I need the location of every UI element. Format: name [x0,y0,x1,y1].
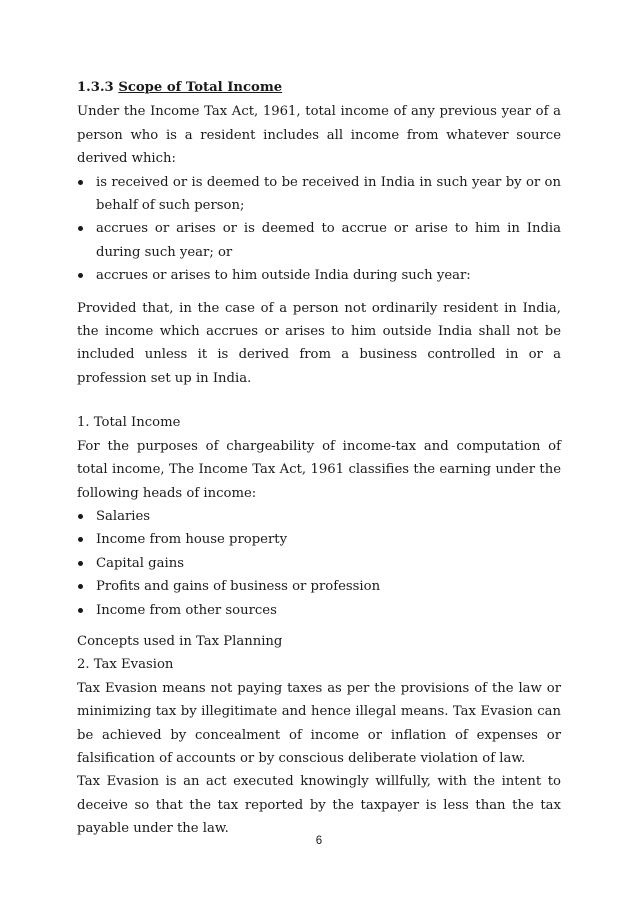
section-heading [77,76,561,99]
list-item: Income from house property [96,532,288,548]
scope-list [77,171,561,288]
scope-proviso: Provided that, in the case of a person not ordinarily resident in India, the income which accrues or arises to him outside India shall not be included unless it is derived from a business controlled in or a profession set up in India. [77,300,561,386]
scope-intro: Under the Income Tax Act, 1961, total income of any previous year of a person who is a resident includes all income from whatever source derived which: [77,104,561,167]
concepts-heading: Concepts used in Tax Planning [77,633,283,649]
tax-evasion-heading: 2. Tax Evasion [77,657,174,673]
list-item: accrues or arises or is deemed to accrue or arise to him in India during such year; or [96,221,561,260]
list-item: Income from other sources [96,602,277,618]
list-item: Capital gains [96,555,184,571]
document-page [77,76,561,841]
list-item: accrues or arises to him outside India during such year: [96,268,471,284]
list-item: Salaries [96,508,151,524]
list-item: Profits and gains of business or profession [96,579,381,595]
page-number: 6 [315,835,323,847]
total-income-text: For the purposes of chargeability of income-tax and computation of total income, The Income Tax Act, 1961 classifies the earning under the following heads of income: [77,438,561,501]
list-item: is received or is deemed to be received in India in such year by or on behalf of such person; [96,174,561,214]
tax-evasion-para-2: Tax Evasion is an act executed knowingly willfully, with the intent to deceive so that the tax reported by the taxpayer is less than the tax payable under the law. [77,774,561,837]
total-income-heading: 1. Total Income [77,415,181,431]
heads-of-income-list [77,505,561,622]
section-number: 1.3.3 [77,80,114,95]
tax-evasion-para-1: Tax Evasion means not paying taxes as per the provisions of the law or minimizing tax by illegitimate and hence illegal means. Tax Evasion can be achieved by concealment of income or inflation of expenses or falsification of accounts or by conscious deliberate violation of law. [77,680,561,766]
section-title: Scope of Total Income [118,80,283,95]
